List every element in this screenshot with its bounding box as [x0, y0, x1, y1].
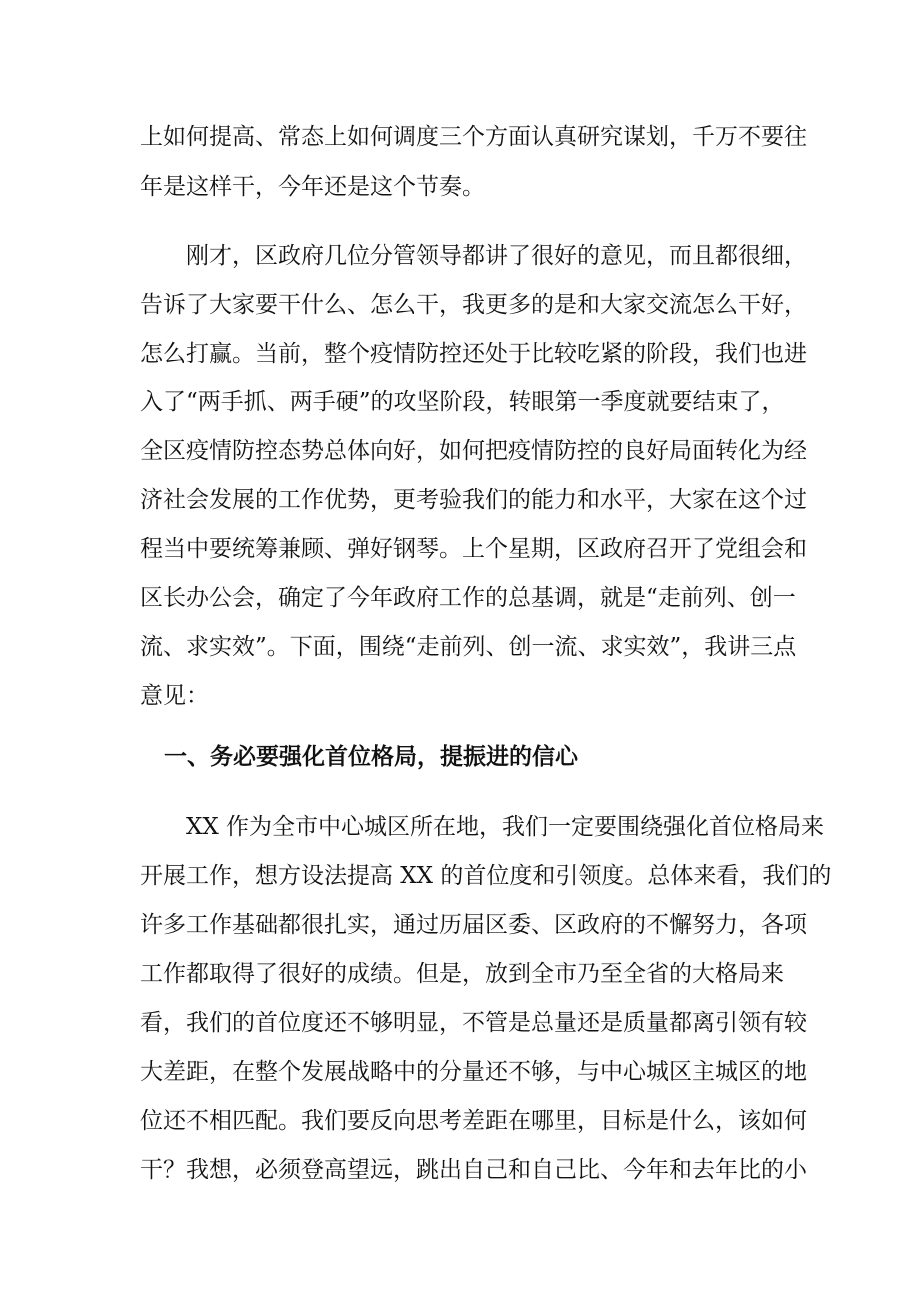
paragraph-3-line-3: 许多工作基础都很扎实，通过历届区委、区政府的不懈努力，各项 — [140, 912, 807, 938]
paragraph-2-line-9: 流、求实效”。下面，围绕“走前列、创一流、求实效”，我讲三点 — [140, 634, 797, 660]
paragraph-3-line-5: 看，我们的首位度还不够明显，不管是总量还是质量都离引领有较 — [140, 1010, 807, 1036]
paragraph-1-line-1: 上如何提高、常态上如何调度三个方面认真研究谋划，千万不要往 — [140, 124, 807, 150]
paragraph-2-line-8: 区长办公会，确定了今年政府工作的总基调，就是“走前列、创一 — [140, 585, 796, 611]
paragraph-2-line-3: 怎么打赢。当前，整个疫情防控还处于比较吃紧的阶段，我们也进 — [140, 341, 807, 367]
paragraph-3-line-2: 开展工作，想方设法提高 XX 的首位度和引领度。总体来看，我们的 — [140, 863, 832, 889]
paragraph-3-line-4: 工作都取得了很好的成绩。但是，放到全市乃至全省的大格局来 — [140, 961, 784, 987]
paragraph-2-line-2: 告诉了大家要干什么、怎么干，我更多的是和大家交流怎么干好， — [140, 292, 807, 318]
paragraph-1-line-2: 年是这样干，今年还是这个节奏。 — [140, 174, 485, 200]
paragraph-2-line-5: 全区疫情防控态势总体向好，如何把疫情防控的良好局面转化为经 — [140, 438, 807, 464]
paragraph-2-line-7: 程当中要统筹兼顾、弹好钢琴。上个星期，区政府召开了党组会和 — [140, 536, 807, 562]
paragraph-2-line-6: 济社会发展的工作优势，更考验我们的能力和水平，大家在这个过 — [140, 487, 807, 513]
paragraph-2-line-1: 刚才，区政府几位分管领导都讲了很好的意见，而且都很细， — [186, 243, 807, 269]
paragraph-2-line-10: 意见： — [140, 683, 209, 709]
paragraph-3-line-6: 大差距，在整个发展战略中的分量还不够，与中心城区主城区的地 — [140, 1059, 807, 1085]
paragraph-3-line-8: 干？我想，必须登高望远，跳出自己和自己比、今年和去年比的小 — [140, 1157, 807, 1183]
paragraph-2-line-4: 入了“两手抓、两手硬”的攻坚阶段，转眼第一季度就要结束了， — [140, 389, 785, 415]
paragraph-3-line-7: 位还不相匹配。我们要反向思考差距在哪里，目标是什么，该如何 — [140, 1108, 807, 1134]
section-heading: 一、务必要强化首位格局，提振进的信心 — [164, 744, 578, 770]
paragraph-3-line-1: XX 作为全市中心城区所在地，我们一定要围绕强化首位格局来 — [186, 814, 825, 840]
